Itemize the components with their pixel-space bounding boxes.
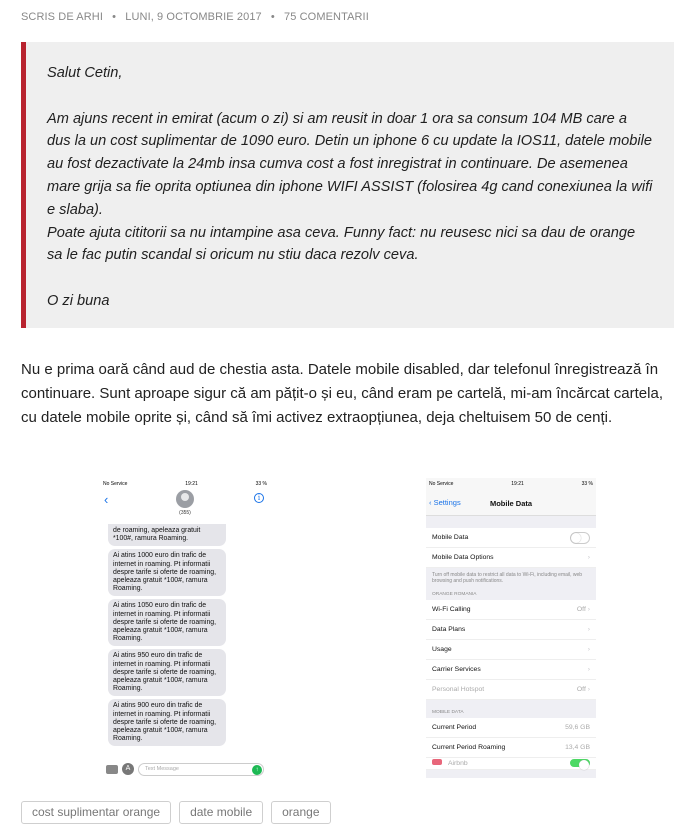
sender-number: (355) [179,510,191,516]
settings-back-link: ‹ Settings [429,498,461,507]
airbnb-app-icon [432,759,442,765]
chevron-right-icon: › [587,626,590,633]
tag-link[interactable]: cost suplimentar orange [21,801,171,824]
message-input [138,763,264,776]
section-mobile-data: MOBILE DATA [432,710,464,715]
current-period-row: Current Period 59,6 GB [426,718,596,738]
tag-link[interactable]: orange [271,801,330,824]
quote-paragraph: Am ajuns recent in emirat (acum o zi) si am reusit in doar 1 ora sa consum 104 MB care a dus la un cost suplimentar de 1090 euro. Detin un iphone 6 cu update la IOS11, datele mobile au fost dezactivate la 24mb insa cumva cost a fost inregistrat in continuare. De asemenea mare grija sa fie oprita optiunea din iphone WIFI ASSIST (folosirea 4g cand conexiunea la wifi e slaba). [47,110,653,218]
battery-label: 33 % [581,481,593,487]
quote-greeting: Salut Cetin, [47,65,123,81]
mobile-data-note: Turn off mobile data to restrict all data to Wi-Fi, including email, web browsing and push notifications. [432,572,583,584]
post-comments-link[interactable]: 75 COMENTARII [284,11,369,23]
quote-paragraph: Poate ajuta cititorii sa nu intampine asa ceva. Funny fact: nu reusesc nici sa dau de orange sa le fac putin scandal si oricum nu stiu daca rezolv ceva. [47,224,636,264]
settings-screenshot [426,478,596,778]
time-label: 19:21 [511,481,524,487]
mobile-data-toggle [570,532,590,544]
carrier-services-row: Carrier Services › [426,660,596,680]
back-chevron-icon: ‹ [104,492,109,507]
post-author[interactable]: SCRIS DE ARHI [21,11,103,23]
airbnb-toggle [570,759,590,767]
quote-signoff: O zi buna [47,292,110,309]
current-period-roaming-row: Current Period Roaming 13,4 GB [426,738,596,758]
wifi-calling-row: Wi-Fi Calling Off › [426,600,596,620]
reader-quote [21,42,674,328]
chevron-right-icon: › [587,646,590,653]
meta-separator: • [112,11,117,23]
messages-header [100,490,270,528]
post-body: Nu e prima oară când aud de chestia asta. Datele mobile disabled, dar telefonul înregistrează în continuare. Sunt aproape sigur că am pățit-o și eu, când eram pe cartelă, mi-am încărcat cartela, cu datele mobile oprite și, când să îmi activez extraopțiunea, deja cheltuisem 50 de cenți. [21,361,663,427]
airbnb-row: Airbnb [426,758,596,770]
settings-nav [426,490,596,516]
battery-label: 33 % [255,481,267,487]
message-bubble: Ai atins 950 euro din trafic de internet in roaming. Pt informatii despre tarife si oferte de roaming, apeleaza gratuit *100#, ramura Roaming. [108,649,226,696]
avatar [176,490,194,508]
appstore-icon: A [122,763,134,775]
mobile-data-row: Mobile Data [426,528,596,548]
post-tags [21,801,331,824]
message-bubble: Ai atins 900 euro din trafic de internet in roaming. Pt informatii despre tarife si oferte de roaming, apeleaza gratuit *100#, ramura Roaming. [108,699,226,746]
message-composer [106,760,264,778]
carrier-label: No Service [429,481,454,487]
message-bubble: de roaming, apeleaza gratuit *100#, ramura Roaming. [108,524,226,546]
personal-hotspot-row: Personal Hotspot Off › [426,680,596,700]
message-placeholder: Text Message [145,765,179,772]
status-bar [426,478,596,490]
tag-link[interactable]: date mobile [179,801,263,824]
info-icon: i [254,493,264,503]
send-icon: ↑ [252,765,262,775]
data-plans-row: Data Plans › [426,620,596,640]
chevron-right-icon: › [587,666,590,673]
section-carrier: ORANGE ROMANIA [432,592,477,597]
chevron-right-icon: › [587,554,590,561]
message-bubble: Ai atins 1050 euro din trafic de internet in roaming. Pt informatii despre tarife si oferte de roaming, apeleaza gratuit *100#, ramura Roaming. [108,599,226,646]
usage-row: Usage › [426,640,596,660]
mobile-data-options-row: Mobile Data Options › [426,548,596,568]
camera-icon [106,765,118,774]
post-date: LUNI, 9 OCTOMBRIE 2017 [125,11,262,23]
carrier-label: No Service [103,481,128,487]
time-label: 19:21 [185,481,198,487]
meta-separator: • [270,11,275,23]
settings-title: Mobile Data [489,499,533,508]
post-meta [21,11,375,23]
messages-screenshot [100,478,270,778]
status-bar [100,478,270,490]
message-bubble: Ai atins 1000 euro din trafic de internet in roaming. Pt informatii despre tarife si oferte de roaming, apeleaza gratuit *100#, ramura Roaming. [108,549,226,596]
